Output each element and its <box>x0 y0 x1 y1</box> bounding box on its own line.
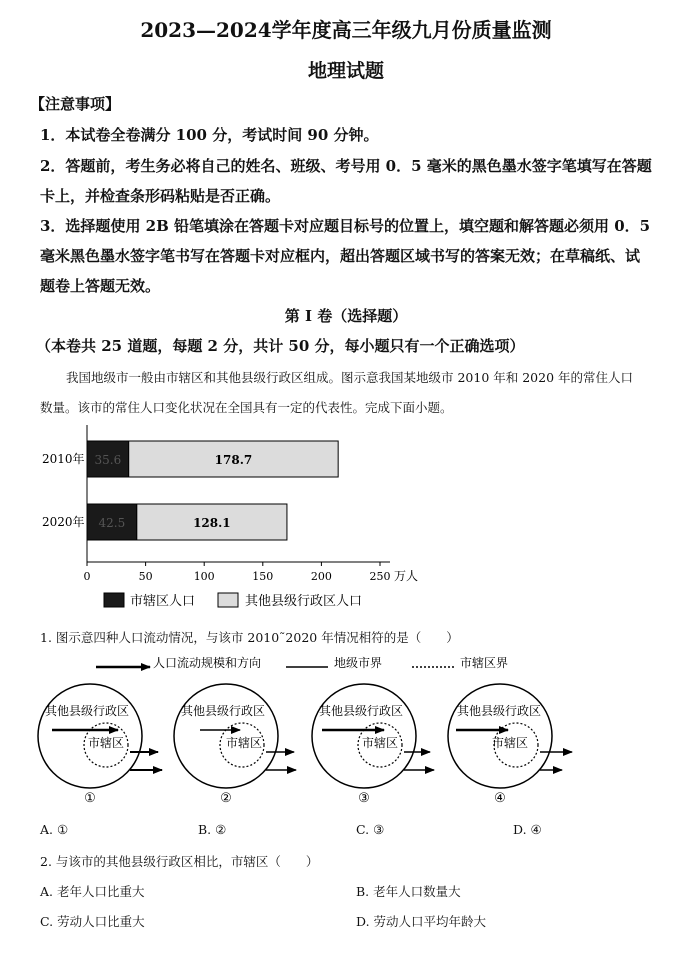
category-label-2020: 2020年 <box>42 515 85 529</box>
q2-option-d[interactable]: D. 劳动人口平均年龄大 <box>356 914 487 929</box>
notice-line: 2．答题前，考生务必将自己的姓名、班级、考号用 0．5 毫米的黑色墨水签字笔填写在答题 <box>40 157 652 175</box>
outer-region-label: 其他县级行政区 <box>319 704 404 718</box>
inner-region-label: 市辖区 <box>362 736 399 750</box>
legend-label-district: 市辖区人口 <box>130 594 196 609</box>
q1-option-a[interactable]: A. ① <box>40 822 69 837</box>
diagram-2 <box>174 684 296 806</box>
notice-line: 1．本试卷全卷满分 100 分，考试时间 90 分钟。 <box>40 126 379 144</box>
inner-region-label: 市辖区 <box>492 736 529 750</box>
x-unit-label: 万人 <box>394 569 419 583</box>
passage-line: 我国地级市一般由市辖区和其他县级行政区组成。图示意我国某地级市 2010 年和 2020 年的常住人口 <box>66 370 634 385</box>
q1-option-b[interactable]: B. ② <box>198 822 227 837</box>
diagram-4 <box>448 684 572 806</box>
notice-line: 题卷上答题无效。 <box>40 277 161 295</box>
notice-line: 卡上，并检查条形码粘贴是否正确。 <box>40 187 281 205</box>
value-label-2020-district: 42.5 <box>98 516 126 530</box>
value-label-2010-district: 35.6 <box>94 453 122 467</box>
legend-swatch-district <box>104 593 124 607</box>
legend-city-boundary-label: 地级市界 <box>334 656 383 670</box>
inner-region-label: 市辖区 <box>88 736 125 750</box>
passage-line: 数量。该市的常住人口变化状况在全国具有一定的代表性。完成下面小题。 <box>40 400 453 415</box>
outer-region-label: 其他县级行政区 <box>181 704 266 718</box>
notice-line: 3．选择题使用 2B 铅笔填涂在答题卡对应题目标号的位置上，填空题和解答题必须用 0．5 <box>40 217 651 235</box>
diagram-1 <box>38 684 162 806</box>
q2-option-a[interactable]: A. 老年人口比重大 <box>40 884 145 899</box>
diagram-number: ① <box>84 791 96 806</box>
section-title: 第 I 卷（选择题） <box>284 307 408 325</box>
q2-stem: 2. 与该市的其他县级行政区相比，市辖区（ ） <box>40 854 319 869</box>
q1-diagrams <box>0 650 692 810</box>
legend-district-boundary-label: 市辖区界 <box>460 656 509 670</box>
notice-heading: 【注意事项】 <box>30 95 121 113</box>
exam-title: 2023—2024学年度高三年级九月份质量监测 <box>140 18 552 42</box>
notice-line: 毫米黑色墨水签字笔书写在答题卡对应框内，超出答题区域书写的答案无效；在草稿纸、试 <box>40 247 641 265</box>
outer-region-label: 其他县级行政区 <box>457 704 542 718</box>
x-tick-label: 0 <box>83 570 91 583</box>
outer-region-label: 其他县级行政区 <box>45 704 130 718</box>
x-tick-label: 50 <box>138 570 153 583</box>
q1-stem: 1. 图示意四种人口流动情况，与该市 2010˜2020 年情况相符的是（ ） <box>40 630 459 645</box>
q2-option-c[interactable]: C. 劳动人口比重大 <box>40 914 145 929</box>
diagram-3 <box>312 684 434 806</box>
legend-flow-label: 人口流动规模和方向 <box>153 656 262 670</box>
q1-option-c[interactable]: C. ③ <box>356 822 385 837</box>
legend-swatch-county <box>218 593 238 607</box>
section-instruction: （本卷共 25 道题，每题 2 分，共计 50 分，每小题只有一个正确选项） <box>36 337 525 355</box>
legend-label-county: 其他县级行政区人口 <box>245 594 363 609</box>
diagram-number: ④ <box>494 791 506 806</box>
x-tick-label: 250 <box>369 570 391 583</box>
x-tick-label: 200 <box>310 570 332 583</box>
diagram-number: ③ <box>358 791 370 806</box>
value-label-2020-county: 128.1 <box>193 516 231 530</box>
q2-option-b[interactable]: B. 老年人口数量大 <box>356 884 461 899</box>
inner-region-label: 市辖区 <box>226 736 263 750</box>
diagram-number: ② <box>220 791 232 806</box>
population-chart <box>0 420 692 615</box>
q1-option-d[interactable]: D. ④ <box>513 822 542 837</box>
x-tick-label: 100 <box>193 570 215 583</box>
value-label-2010-county: 178.7 <box>214 453 253 467</box>
x-tick-label: 150 <box>252 570 274 583</box>
category-label-2010: 2010年 <box>42 452 85 466</box>
exam-subtitle: 地理试题 <box>307 60 384 82</box>
